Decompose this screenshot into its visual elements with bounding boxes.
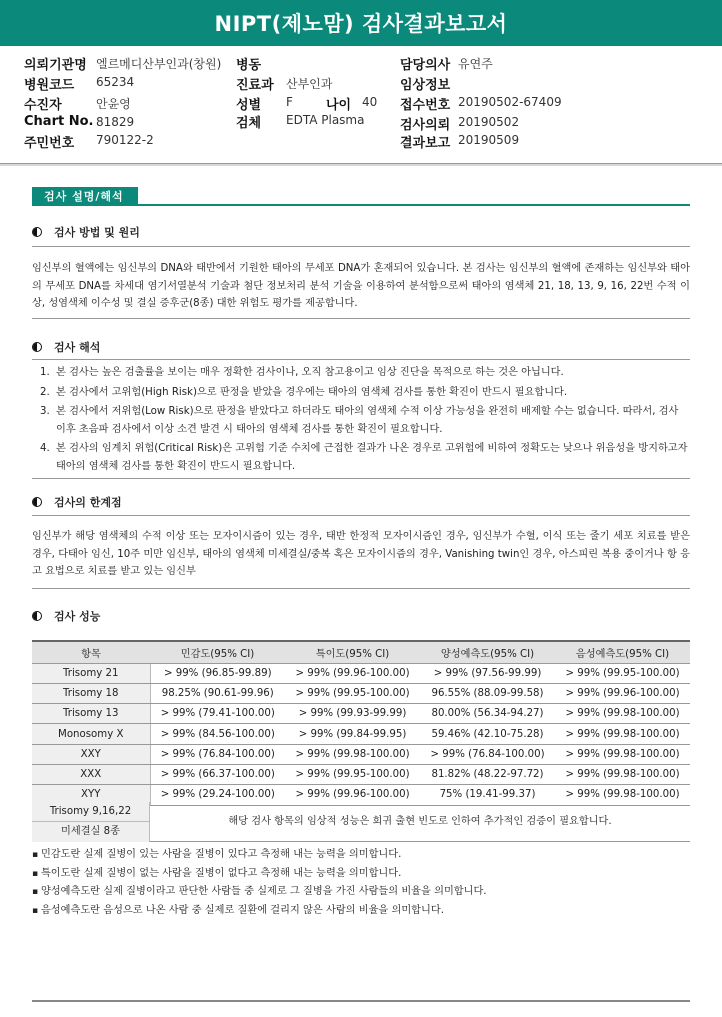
id-number-label: 주민번호 [24, 136, 75, 151]
column-header: 특이도(95% CI) [285, 641, 420, 663]
divider [32, 478, 690, 479]
sex-value: F [286, 95, 293, 109]
table-cell: > 99% (29.24-100.00) [150, 785, 285, 805]
patient-info-block [0, 46, 722, 164]
column-header: 양성예측도(95% CI) [420, 641, 555, 663]
section-tab [32, 185, 690, 206]
patient-value: 안윤영 [96, 97, 131, 111]
performance-heading [32, 608, 100, 624]
hospital-label: 의뢰기관명 [24, 58, 87, 73]
divider [32, 588, 690, 589]
half-circle-icon [32, 497, 42, 507]
divider [32, 246, 690, 247]
specimen-value: EDTA Plasma [286, 113, 365, 127]
table-cell: > 99% (84.56-100.00) [150, 724, 285, 744]
note-item: ▪ 양성예측도란 실제 질병이라고 판단한 사람들 중 실제로 그 질병을 가진 사람들의 비율을 의미합니다. [32, 883, 690, 902]
table-header-row [32, 641, 690, 663]
footer-divider [32, 1000, 690, 1002]
table-cell: > 99% (99.98-100.00) [555, 704, 690, 724]
half-circle-icon [32, 611, 42, 621]
report-title: NIPT(제노맘) 검사결과보고서 [0, 0, 722, 46]
table-cell: Trisomy 21 [32, 663, 150, 683]
ward-label: 병동 [236, 58, 262, 73]
doctor-value: 유연주 [458, 57, 493, 71]
chart-no-value: 81829 [96, 115, 135, 129]
list-item: 1. 본 검사는 높은 검출률을 보이는 매우 정확한 검사이나, 오직 참고용이고 임상 진단을 목적으로 하는 것은 아닙니다. [40, 367, 564, 378]
chart-no-label: Chart No. [24, 114, 94, 129]
interpret-heading [32, 339, 100, 355]
table-cell: > 99% (99.84-99.95) [285, 724, 420, 744]
table-cell-note: 해당 검사 항목의 임상적 성능은 희귀 출현 빈도로 인하여 추가적인 검증이 필요합니다. [228, 816, 612, 827]
code-label: 병원코드 [24, 78, 75, 93]
performance-table [32, 640, 690, 806]
half-circle-icon [32, 342, 42, 352]
merged-table-row [32, 802, 690, 842]
list-item: 2. 본 검사에서 고위험(High Risk)으로 판정을 받았을 경우에는 태아의 염색체 검사를 통한 확진이 반드시 필요합니다. [40, 386, 568, 398]
patient-label: 수진자 [24, 98, 62, 113]
age-label: 나이 [326, 98, 352, 113]
limits-heading [32, 494, 122, 510]
table-cell: 98.25% (90.61-99.96) [150, 683, 285, 703]
interpret-list [40, 364, 690, 475]
table-cell: > 99% (99.96-100.00) [285, 663, 420, 683]
table-cell: 미세결실 8종 [32, 822, 150, 842]
age-value: 40 [362, 95, 378, 109]
table-cell: > 99% (99.93-99.99) [285, 704, 420, 724]
column-header: 음성예측도(95% CI) [555, 641, 690, 663]
receipt-label: 접수번호 [400, 98, 451, 113]
table-cell: 80.00% (56.34-94.27) [420, 704, 555, 724]
receipt-value: 20190502-67409 [458, 95, 562, 109]
definition-notes [32, 846, 690, 920]
sex-label: 성별 [236, 98, 262, 113]
dept-label: 진료과 [236, 78, 274, 93]
table-cell: > 99% (66.37-100.00) [150, 764, 285, 784]
report-date-value: 20190509 [458, 133, 520, 147]
table-row [32, 724, 690, 744]
note-item: ▪ 민감도란 실제 질병이 있는 사람을 질병이 있다고 측정해 내는 능력을 의미합니다. [32, 846, 690, 865]
table-row [32, 704, 690, 724]
limits-heading-text: 검사의 한계점 [54, 496, 122, 509]
half-circle-icon [32, 227, 42, 237]
table-cell: > 99% (79.41-100.00) [150, 704, 285, 724]
table-row [32, 744, 690, 764]
list-item: 4. 본 검사의 임계치 위험(Critical Risk)은 고위험 기준 수치에 근접한 결과가 나온 경우로 고위험에 비하여 정확도는 낮으나 위음성을 방지하고자 태아의 염색체 검사를 통한 확진이 반드시 필요합니다. [40, 443, 688, 472]
table-cell: XXX [32, 764, 150, 784]
method-heading [32, 224, 140, 240]
list-item: 3. 본 검사에서 저위험(Low Risk)으로 판정을 받았다고 하더라도 태아의 염색체 수적 이상 가능성을 완전히 배제할 수는 없습니다. 따라서, 검사 이후 초음파 검사에서 이상 소견 발견 시 태아의 염색체 검사를 통한 확진이 필요합니다. [40, 406, 679, 435]
table-cell: > 99% (76.84-100.00) [150, 744, 285, 764]
table-cell: > 99% (99.98-100.00) [555, 785, 690, 805]
table-cell: > 99% (99.96-100.00) [555, 683, 690, 703]
table-cell: > 99% (99.98-100.00) [555, 764, 690, 784]
table-cell: > 99% (99.98-100.00) [285, 744, 420, 764]
table-row [32, 683, 690, 703]
note-item: ▪ 음성예측도란 음성으로 나온 사람 중 실제로 질환에 걸리지 않은 사람의 비율을 의미합니다. [32, 902, 690, 921]
table-cell: XYY [32, 785, 150, 805]
divider [32, 359, 690, 360]
dept-value: 산부인과 [286, 77, 333, 91]
clinical-label: 임상정보 [400, 78, 451, 93]
table-cell: > 99% (99.95-100.00) [285, 683, 420, 703]
table-cell: > 99% (99.98-100.00) [555, 724, 690, 744]
table-cell: > 99% (97.56-99.99) [420, 663, 555, 683]
code-value: 65234 [96, 75, 135, 89]
column-header: 항목 [32, 641, 150, 663]
table-cell: Monosomy X [32, 724, 150, 744]
table-row [32, 663, 690, 683]
table-cell: 59.46% (42.10-75.28) [420, 724, 555, 744]
note-item: ▪ 특이도란 실제 질병이 없는 사람을 질병이 없다고 측정해 내는 능력을 의미합니다. [32, 865, 690, 884]
specimen-label: 검체 [236, 116, 262, 131]
request-value: 20190502 [458, 115, 520, 129]
doctor-label: 담당의사 [400, 58, 451, 73]
table-cell: 81.82% (48.22-97.72) [420, 764, 555, 784]
column-header: 민감도(95% CI) [150, 641, 285, 663]
method-heading-text: 검사 방법 및 원리 [54, 226, 140, 239]
table-cell: 75% (19.41-99.37) [420, 785, 555, 805]
table-cell: XXY [32, 744, 150, 764]
table-row [32, 764, 690, 784]
table-cell: > 99% (76.84-100.00) [420, 744, 555, 764]
section-title: 검사 설명/해석 [32, 187, 138, 206]
table-cell: > 99% (99.95-100.00) [555, 663, 690, 683]
table-cell: Trisomy 18 [32, 683, 150, 703]
table-cell: > 99% (96.85-99.89) [150, 663, 285, 683]
id-number-value: 790122-2 [96, 133, 154, 147]
interpret-heading-text: 검사 해석 [54, 341, 101, 354]
performance-heading-text: 검사 성능 [54, 610, 101, 623]
hospital-value: 엘르메디산부인과(창원) [96, 57, 222, 71]
divider [32, 318, 690, 319]
table-cell: > 99% (99.98-100.00) [555, 744, 690, 764]
divider [32, 515, 690, 516]
table-cell: > 99% (99.96-100.00) [285, 785, 420, 805]
table-cell: 96.55% (88.09-99.58) [420, 683, 555, 703]
limits-text: 임신부가 해당 염색체의 수적 이상 또는 모자이시즘이 있는 경우, 태반 한정적 모자이시즘인 경우, 임신부가 수혈, 이식 또는 줄기 세포 치료를 받은 경우, 다태아 임신, 10주 미만 임신부, 태아의 염색체 미세결실/중복 혹은 모자이시즘의 경우, Vanishing twin인 경우, 아스피린 복용 중이거나 항 응고 요법으로 치료를 받고 있는 임신부 [32, 531, 690, 577]
method-text: 임신부의 혈액에는 임신부의 DNA와 태반에서 기원한 태아의 무세포 DNA가 혼재되어 있습니다. 본 검사는 임신부의 혈액에 존재하는 임신부와 태아의 무세포 DNA를 차세대 염기서열분석 기술과 첨단 정보처리 분석 기술을 이용하여 분석함으로써 태아의 염색체 21, 18, 13, 9, 16, 22번 수적 이상, 성염색체 이수성 및 결실 증후군(8종) 대한 위험도 평가를 제공합니다. [32, 263, 691, 309]
request-label: 검사의뢰 [400, 118, 451, 133]
table-cell: Trisomy 9,16,22 [32, 802, 150, 822]
report-date-label: 결과보고 [400, 136, 451, 151]
table-cell: Trisomy 13 [32, 704, 150, 724]
table-cell: > 99% (99.95-100.00) [285, 764, 420, 784]
